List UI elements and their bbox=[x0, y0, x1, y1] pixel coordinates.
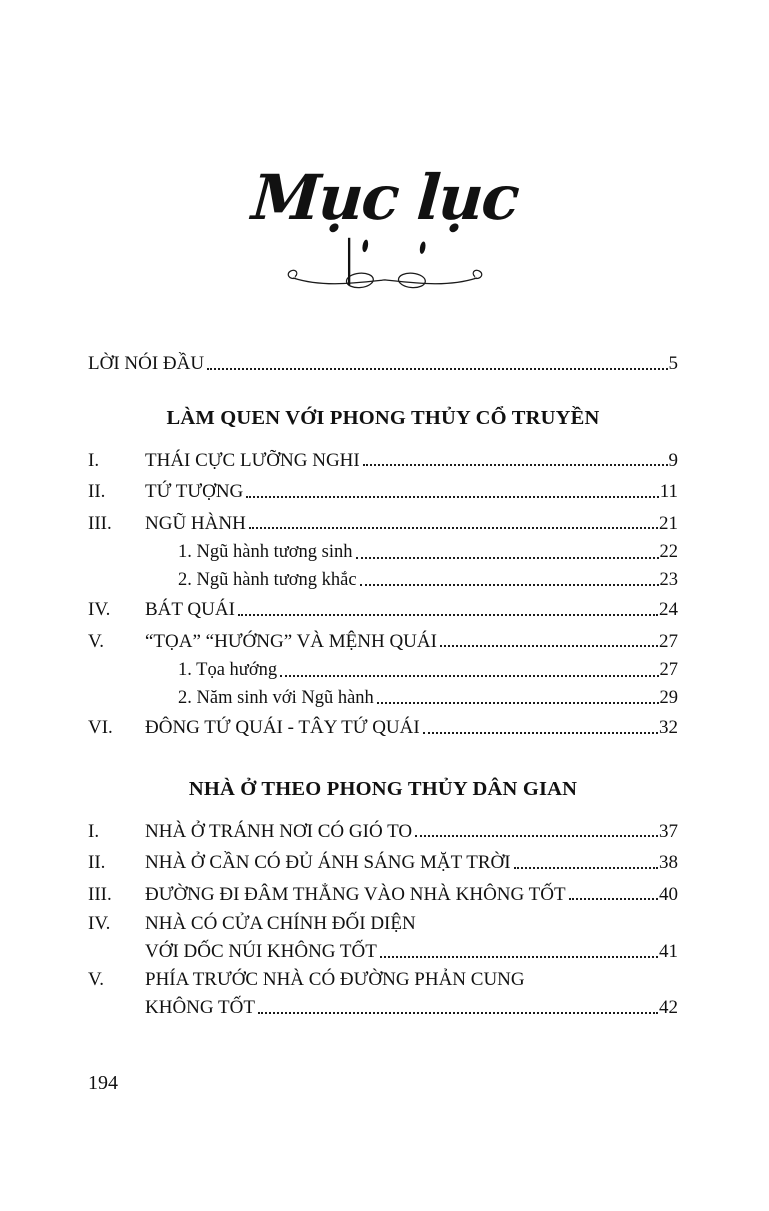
toc-entry-number: II. bbox=[88, 852, 106, 873]
toc-entry-page: 27 bbox=[659, 630, 678, 652]
toc-subentry bbox=[88, 567, 678, 595]
toc-subentry bbox=[88, 539, 678, 567]
toc-entry bbox=[88, 626, 678, 658]
dotted-leader bbox=[280, 675, 658, 677]
toc-entry-label: NHÀ CÓ CỬA CHÍNH ĐỐI DIỆN bbox=[145, 913, 416, 934]
toc-subentry-label: 1. Ngũ hành tương sinh bbox=[178, 542, 353, 562]
toc-entry-label: BÁT QUÁI bbox=[145, 599, 235, 620]
dotted-leader bbox=[356, 557, 659, 559]
calligraphy-title: Mục lục bbox=[249, 161, 520, 234]
toc-entry-label: LỜI NÓI ĐẦU bbox=[88, 353, 205, 374]
toc-entry-preface bbox=[88, 348, 678, 380]
toc-entry-label: ĐÔNG TỨ QUÁI - TÂY TỨ QUÁI bbox=[145, 717, 420, 738]
toc-list bbox=[0, 348, 769, 1022]
toc-entry-page: 38 bbox=[659, 852, 678, 873]
toc-entry bbox=[88, 847, 678, 879]
toc-entry-label: KHÔNG TỐT bbox=[145, 997, 255, 1018]
dotted-leader bbox=[423, 732, 658, 734]
toc-entry-number: II. bbox=[88, 481, 106, 502]
folio-page-number: 194 bbox=[88, 1072, 118, 1094]
toc-entry-label: ĐƯỜNG ĐI ĐÂM THẲNG VÀO NHÀ KHÔNG TỐT bbox=[145, 883, 566, 905]
toc-entry-number: III. bbox=[88, 883, 112, 905]
toc-entry-label: THÁI CỰC LƯỠNG NGHI bbox=[145, 449, 360, 471]
toc-entry-number: IV. bbox=[88, 913, 111, 934]
dotted-leader bbox=[238, 614, 658, 616]
toc-entry-page: 22 bbox=[659, 542, 678, 562]
toc-entry-line2 bbox=[88, 938, 678, 966]
toc-entry-number: V. bbox=[88, 630, 105, 652]
toc-entry bbox=[88, 879, 678, 911]
toc-entry-page: 29 bbox=[659, 687, 678, 708]
toc-entry-number: IV. bbox=[88, 599, 111, 620]
toc-entry bbox=[88, 594, 678, 626]
toc-subentry-label: 2. Ngũ hành tương khắc bbox=[178, 569, 357, 590]
dotted-leader bbox=[380, 956, 658, 958]
toc-entry-page: 32 bbox=[659, 717, 678, 738]
toc-subentry bbox=[88, 657, 678, 685]
toc-entry-number: V. bbox=[88, 969, 105, 990]
toc-entry-label: NGŨ HÀNH bbox=[145, 512, 246, 534]
toc-entry-page: 27 bbox=[659, 660, 678, 680]
toc-entry-page: 40 bbox=[659, 883, 678, 905]
toc-entry-label: VỚI DỐC NÚI KHÔNG TỐT bbox=[145, 941, 377, 962]
dotted-leader bbox=[415, 835, 658, 837]
toc-entry-label: “TỌA” “HƯỚNG” VÀ MỆNH QUÁI bbox=[145, 630, 437, 652]
toc-entry-page: 41 bbox=[659, 941, 678, 962]
dotted-leader bbox=[363, 464, 668, 466]
dotted-leader bbox=[360, 584, 659, 586]
toc-entry-number: I. bbox=[88, 820, 100, 842]
toc-entry bbox=[88, 712, 678, 744]
toc-entry-label: NHÀ Ở CẦN CÓ ĐỦ ÁNH SÁNG MẶT TRỜI bbox=[145, 852, 511, 873]
toc-entry-page: 11 bbox=[659, 481, 678, 502]
toc-entry bbox=[88, 445, 678, 477]
dotted-leader bbox=[249, 527, 658, 529]
dotted-leader bbox=[207, 368, 667, 370]
toc-entry-number: VI. bbox=[88, 717, 113, 738]
toc-subentry bbox=[88, 685, 678, 713]
toc-subentry-label: 2. Năm sinh với Ngũ hành bbox=[178, 687, 374, 708]
toc-entry-page: 5 bbox=[668, 353, 678, 374]
dotted-leader bbox=[246, 496, 658, 498]
toc-entry-label: NHÀ Ở TRÁNH NƠI CÓ GIÓ TO bbox=[145, 820, 413, 842]
toc-entry-number: III. bbox=[88, 512, 112, 534]
toc-subentry-label: 1. Tọa hướng bbox=[178, 660, 278, 680]
toc-entry-number: I. bbox=[88, 449, 100, 471]
toc-entry-page: 23 bbox=[659, 569, 678, 590]
section-heading: LÀM QUEN VỚI PHONG THỦY CỔ TRUYỀN bbox=[166, 406, 600, 429]
dotted-leader bbox=[258, 1012, 658, 1014]
toc-entry-page: 37 bbox=[659, 820, 678, 842]
dotted-leader bbox=[514, 867, 658, 869]
dotted-leader bbox=[440, 645, 658, 647]
toc-entry bbox=[88, 816, 678, 848]
toc-entry-page: 42 bbox=[659, 997, 678, 1018]
toc-entry bbox=[88, 910, 678, 938]
section-heading: NHÀ Ở THEO PHONG THỦY DÂN GIAN bbox=[188, 777, 578, 800]
toc-entry bbox=[88, 966, 678, 994]
toc-entry-line2 bbox=[88, 994, 678, 1022]
toc-entry-label: PHÍA TRƯỚC NHÀ CÓ ĐƯỜNG PHẢN CUNG bbox=[145, 969, 525, 990]
toc-entry bbox=[88, 508, 678, 540]
dotted-leader bbox=[569, 898, 658, 900]
toc-entry-label: TỨ TƯỢNG bbox=[145, 481, 244, 502]
toc-entry-page: 24 bbox=[659, 599, 678, 620]
toc-entry-page: 9 bbox=[668, 449, 678, 471]
toc-entry-page: 21 bbox=[659, 512, 678, 534]
toc-entry bbox=[88, 476, 678, 508]
dotted-leader bbox=[377, 702, 659, 704]
masthead bbox=[0, 150, 769, 288]
